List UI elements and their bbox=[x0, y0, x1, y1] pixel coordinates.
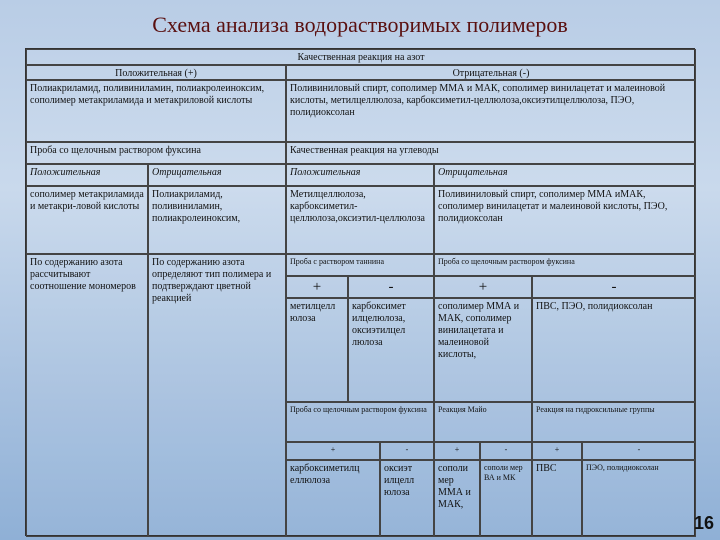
mayo-minus: - bbox=[480, 442, 532, 460]
pvs-peo-result: ПВС, ПЭО, полидиоксолан bbox=[532, 298, 696, 402]
page-title: Схема анализа водорастворимых полимеров bbox=[152, 12, 568, 37]
negative-column-header: Отрицательная (-) bbox=[286, 65, 696, 80]
fuchsin-positive-polymers: сополимер метакриламида и метакри-ловой кислоты bbox=[26, 186, 148, 254]
fuchsin-negative-label: Отрицательная bbox=[148, 164, 286, 186]
negative-polymers-list: Поливиниловый спирт, сополимер ММА и МАК, сополимер винилацетат и малеиновой кислоты, метилцеллюлоза, карбоксиметил-целлюлоза,оксиэтилцеллюлоза, ПЭО, полидиоксолан bbox=[286, 80, 696, 142]
hydroxyl-minus: - bbox=[582, 442, 696, 460]
fuchsin-positive-label: Положительная bbox=[26, 164, 148, 186]
mayo-reaction-label: Реакция Майо bbox=[434, 402, 532, 442]
fuchsin-test-3-label: Проба со щелочным раствором фуксина bbox=[286, 402, 434, 442]
nitrogen-reaction-header: Качественная реакция на азот bbox=[26, 49, 696, 65]
hydroxyl-reaction-label: Реакция на гидроксильные группы bbox=[532, 402, 696, 442]
nitrogen-type-note: По содержанию азота определяют тип полимера и подтверждают цветной реакцией bbox=[148, 254, 286, 537]
fuchsin2-minus: - bbox=[532, 276, 696, 298]
fuchsin-test-label: Проба со щелочным раствором фуксина bbox=[26, 142, 286, 164]
tannin-plus: + bbox=[286, 276, 348, 298]
copolymer-mma-result: сополи мер ММА и МАК, bbox=[434, 460, 480, 537]
fuchsin-test-2-label: Проба со щелочным раствором фуксина bbox=[434, 254, 696, 276]
fuchsin2-plus: + bbox=[434, 276, 532, 298]
carb-positive-label: Положительная bbox=[286, 164, 434, 186]
analysis-scheme-table bbox=[25, 48, 695, 536]
carb-positive-polymers: Метилцеллюлоза, карбоксиметил-целлюлоза,оксиэтил-целлюлоза bbox=[286, 186, 434, 254]
cmc-hec-result: карбоксимет илцелюлоза, оксиэтилцел люлоза bbox=[348, 298, 434, 402]
copolymer-result: сополимер ММА и МАК, сополимер винилацетата и малеиновой кислоты, bbox=[434, 298, 532, 402]
carb-negative-label: Отрицательная bbox=[434, 164, 696, 186]
positive-polymers-list: Полиакриламид, поливиниламин, полиакролеиноксим, сополимер метакриламида и метакриловой кислоты bbox=[26, 80, 286, 142]
copolymer-va-result: сополи мер ВА и МК bbox=[480, 460, 532, 537]
mayo-plus: + bbox=[434, 442, 480, 460]
hydroxyl-plus: + bbox=[532, 442, 582, 460]
carbohydrate-test-label: Качественная реакция на углеводы bbox=[286, 142, 696, 164]
nitrogen-ratio-note: По содержанию азота рассчитывают соотношение мономеров bbox=[26, 254, 148, 537]
hec-result: оксиэт илцелл юлоза bbox=[380, 460, 434, 537]
fuchsin-negative-polymers: Полиакриламид, поливиниламин, полиакролеиноксим, bbox=[148, 186, 286, 254]
tannin-minus: - bbox=[348, 276, 434, 298]
fuchsin3-minus: - bbox=[380, 442, 434, 460]
tannin-test-label: Проба с раствором таннина bbox=[286, 254, 434, 276]
cmc-result: карбоксиметилц еллюлоза bbox=[286, 460, 380, 537]
fuchsin3-plus: + bbox=[286, 442, 380, 460]
methylcellulose-result: метилцелл юлоза bbox=[286, 298, 348, 402]
carb-negative-polymers: Поливиниловый спирт, сополимер ММА иМАК, сополимер винилацетат и малеиновой кислоты, ПЭО, полидиоксолан bbox=[434, 186, 696, 254]
peo-pd-result: ПЭО, полидиоксолан bbox=[582, 460, 696, 537]
positive-column-header: Положительная (+) bbox=[26, 65, 286, 80]
pvs-result: ПВС bbox=[532, 460, 582, 537]
page-number: 16 bbox=[693, 513, 714, 533]
